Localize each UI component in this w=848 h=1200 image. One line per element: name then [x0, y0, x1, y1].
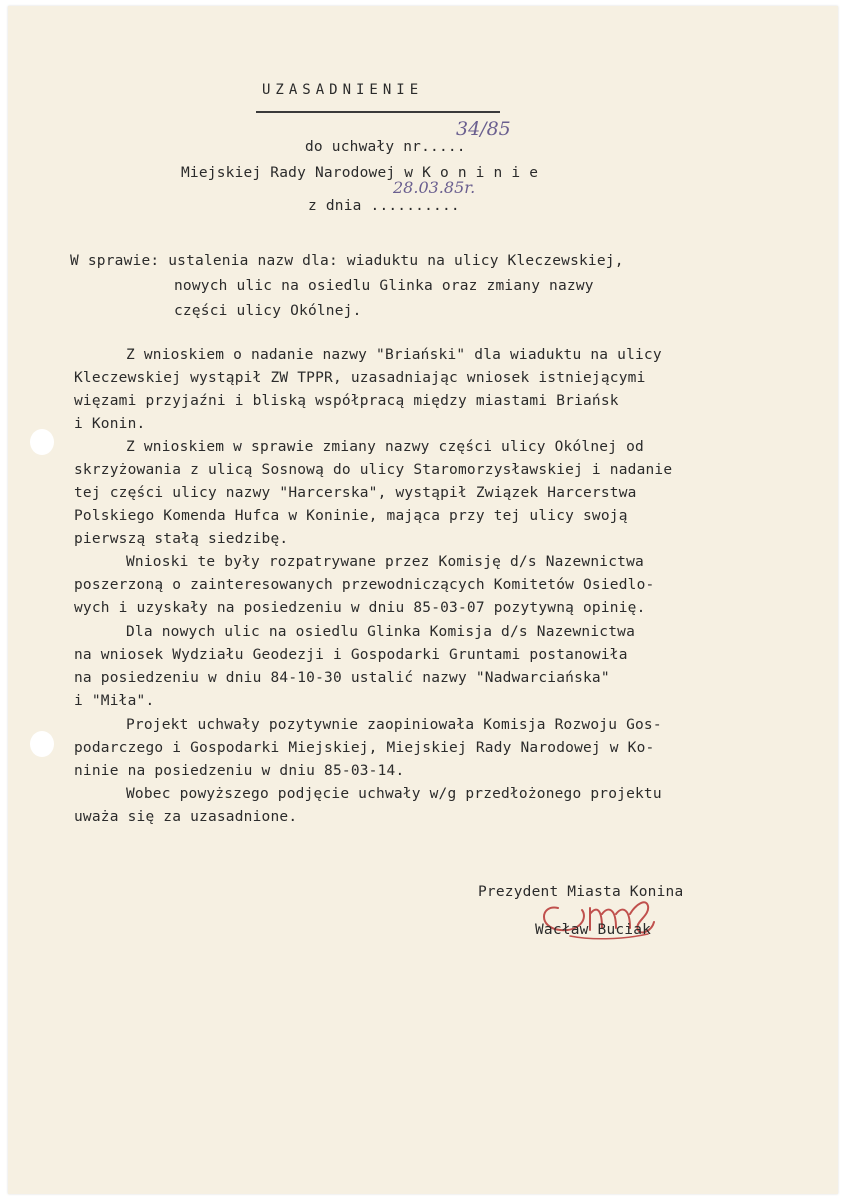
body-line: tej części ulicy nazwy "Harcerska", wystąpił Związek Harcerstwa [74, 485, 637, 501]
body-line: i "Miła". [74, 693, 155, 709]
date-label: z dnia .......... [308, 198, 460, 214]
body-line: pierwszą stałą siedzibę. [74, 531, 289, 547]
body-line: Projekt uchwały pozytywnie zaopiniowała Komisja Rozwoju Gos- [126, 717, 662, 733]
body-line: na wniosek Wydziału Geodezji i Gospodarki Gruntami postanowiła [74, 647, 628, 663]
title-underline [256, 111, 500, 113]
body-line: na posiedzeniu w dniu 84-10-30 ustalić nazwy "Nadwarciańska" [74, 670, 610, 686]
resolution-number-label: do uchwały nr..... [305, 139, 466, 155]
punch-hole [30, 429, 54, 455]
signatory-name: Wacław Buciak [535, 922, 652, 938]
subject-line: części ulicy Okólnej. [174, 303, 362, 319]
resolution-number-handwritten: 34/85 [456, 118, 511, 140]
body-line: Wnioski te były rozpatrywane przez Komisję d/s Nazewnictwa [126, 554, 644, 570]
body-line: Wobec powyższego podjęcie uchwały w/g przedłożonego projektu [126, 786, 662, 802]
signatory-title: Prezydent Miasta Konina [478, 884, 684, 900]
body-line: i Konin. [74, 416, 146, 432]
body-line: więzami przyjaźni i bliską współpracą między miastami Briańsk [74, 393, 619, 409]
subject-line: nowych ulic na osiedlu Glinka oraz zmiany nazwy [174, 278, 594, 294]
body-line: Polskiego Komenda Hufca w Koninie, mająca przy tej ulicy swoją [74, 508, 628, 524]
body-line: skrzyżowania z ulicą Sosnową do ulicy Staromorzysławskiej i nadanie [74, 462, 673, 478]
body-line: uważa się za uzasadnione. [74, 809, 298, 825]
body-line: Z wnioskiem o nadanie nazwy "Briański" dla wiaduktu na ulicy [126, 347, 662, 363]
council-name: Miejskiej Rady Narodowej w K o n i n i e [181, 165, 539, 181]
body-line: ninie na posiedzeniu w dniu 85-03-14. [74, 763, 405, 779]
body-line: wych i uzyskały na posiedzeniu w dniu 85-03-07 pozytywną opinię. [74, 600, 646, 616]
document-title: UZASADNIENIE [262, 82, 424, 98]
body-line: Z wnioskiem w sprawie zmiany nazwy części ulicy Okólnej od [126, 439, 644, 455]
date-handwritten: 28.03.85r. [393, 178, 476, 197]
body-line: poszerzoną o zainteresowanych przewodniczących Komitetów Osiedlo- [74, 577, 655, 593]
body-line: podarczego i Gospodarki Miejskiej, Miejskiej Rady Narodowej w Ko- [74, 740, 655, 756]
body-line: Kleczewskiej wystąpił ZW TPPR, uzasadniając wniosek istniejącymi [74, 370, 646, 386]
subject-line: W sprawie: ustalenia nazw dla: wiaduktu na ulicy Kleczewskiej, [70, 253, 624, 269]
body-line: Dla nowych ulic na osiedlu Glinka Komisja d/s Nazewnictwa [126, 624, 635, 640]
punch-hole [30, 731, 54, 757]
